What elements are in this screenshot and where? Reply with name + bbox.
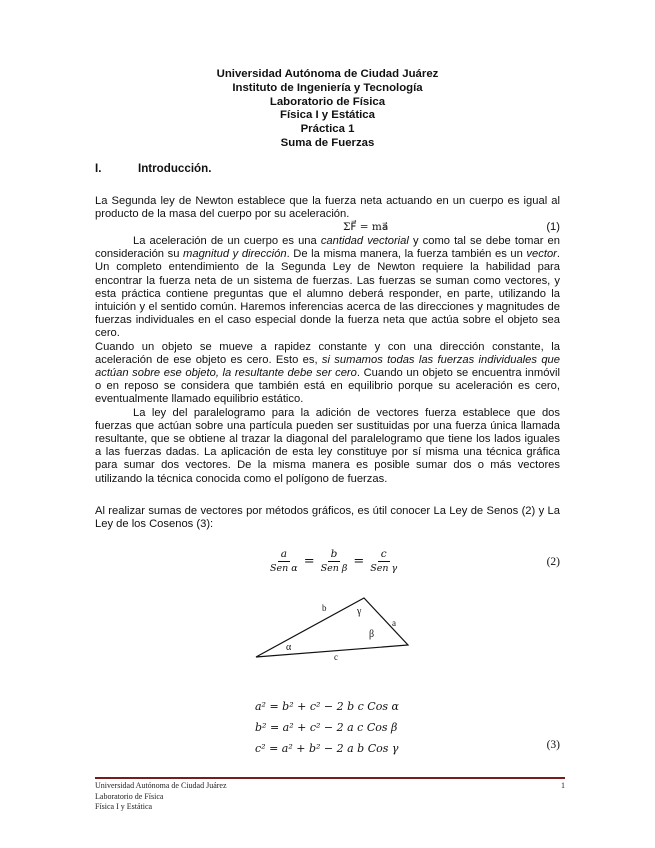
institute-name: Instituto de Ingeniería y Tecnología (232, 81, 423, 94)
section-title: Introducción. (138, 162, 212, 175)
section-number: I. (95, 162, 102, 175)
footer-course: Física I y Estática (95, 802, 153, 811)
cosines-line-3: c² = a² + b² − 2 a b Cos γ (255, 742, 399, 755)
paragraph-1 (95, 195, 560, 221)
university-name: Universidad Autónoma de Ciudad Juárez (216, 68, 439, 80)
course-name: Física I y Estática (280, 109, 375, 122)
angle-alpha-label: α (286, 642, 292, 653)
page-number: 1 (561, 781, 565, 790)
cosines-line-1: a² = b² + c² − 2 b c Cos α (255, 700, 399, 713)
paragraph-2-text: La aceleración de un cuerpo es una cantidad vectorial y como tal se debe tomar en consideración su magnitud y dirección. De la misma manera, la fuerza también es un vector. Un completo entendimiento de la Segunda Ley de Newton requiere la habilidad para encontrar la fuerza neta de un sistema de fuerzas. Las fuerzas se suman como vectores, y esta práctica contiene preguntas que el alumno deberá responder, en parte, utilizando la intuición y el sentido común. Haremos inferencias acerca de las direcciones y magnitudes de fuerzas individuales en el caso especial donde la fuerza neta que actúa sobre el objeto sea cero. (95, 235, 560, 340)
paragraph-3-text: Cuando un objeto se mueve a rapidez constante y con una dirección constante, la aceleración de ese objeto es cero. Esto es, si sumamos todas las fuerzas individuales que actúan sobre ese objeto, la resultante debe ser cero. Cuando un objeto se encuentra inmóvil o en reposo se considera que también está en equilibrio porque su aceleración es cero, eventualmente llamado equilibrio estático. (95, 340, 560, 406)
side-b-label: b (322, 603, 327, 613)
newton-equation (95, 221, 560, 235)
angle-beta-label: β (369, 629, 375, 640)
footer-university: Universidad Autónoma de Ciudad Juárez (95, 781, 227, 790)
document-header (0, 68, 655, 151)
paragraph-2 (95, 235, 560, 486)
sines-fraction-a: $\frac{a}{\text{Sen α}}$ (270, 548, 298, 574)
paragraph-5-text: Al realizar sumas de vectores por métodos gráficos, es útil conocer La Ley de Senos (2) y La Ley de los Cosenos (3): (95, 505, 560, 531)
cosines-line-2: b² = a² + c² − 2 a c Cos β (255, 721, 398, 734)
sines-fraction-c: $\frac{c}{\text{Sen γ}}$ (370, 548, 398, 574)
law-of-sines: $\frac{a}{\text{Sen α}}$ = $\frac{b}{\text{Sen β}}$ = $\frac{c}{\text{Sen γ}}$ (270, 548, 398, 574)
equation-number-2: (2) (546, 556, 560, 568)
section-heading (95, 162, 211, 175)
side-a-label: a (392, 618, 396, 628)
practice-number: Práctica 1 (300, 123, 355, 136)
paragraph-1-text: La Segunda ley de Newton establece que la fuerza neta actuando en un cuerpo es igual al producto de la masa del cuerpo por su aceleración. (95, 195, 560, 221)
law-of-cosines (255, 696, 399, 759)
paragraph-5 (95, 505, 560, 531)
equation-number-1: (1) (546, 221, 560, 233)
side-c-label: c (334, 652, 338, 662)
triangle-diagram (250, 595, 420, 665)
angle-gamma-label: γ (357, 606, 362, 617)
footer-rule (95, 777, 565, 779)
newton-formula: ΣF⃗ = ma⃗ (343, 221, 389, 233)
equation-number-3: (3) (546, 739, 560, 751)
sines-fraction-b: $\frac{b}{\text{Sen β}}$ (320, 548, 348, 574)
triangle-shape (256, 598, 408, 657)
paragraph-4-text: La ley del paralelogramo para la adición de vectores fuerza establece que dos fuerzas que actúan sobre una partícula pueden ser sustituidas por una fuerza única llamada resultante, que se obtiene al trazar la diagonal del paralelogramo que tiene los lados iguales a las fuerzas dadas. La aplicación de esta ley constituye por sí misma una técnica gráfica para sumar dos vectores. De la misma manera es posible sumar dos o más vectores utilizando la técnica conocida como el polígono de fuerzas. (95, 406, 560, 485)
lab-name: Laboratorio de Física (269, 95, 386, 108)
practice-title: Suma de Fuerzas (280, 136, 375, 149)
page-footer (95, 781, 565, 813)
footer-lab: Laboratorio de Física (95, 791, 164, 801)
